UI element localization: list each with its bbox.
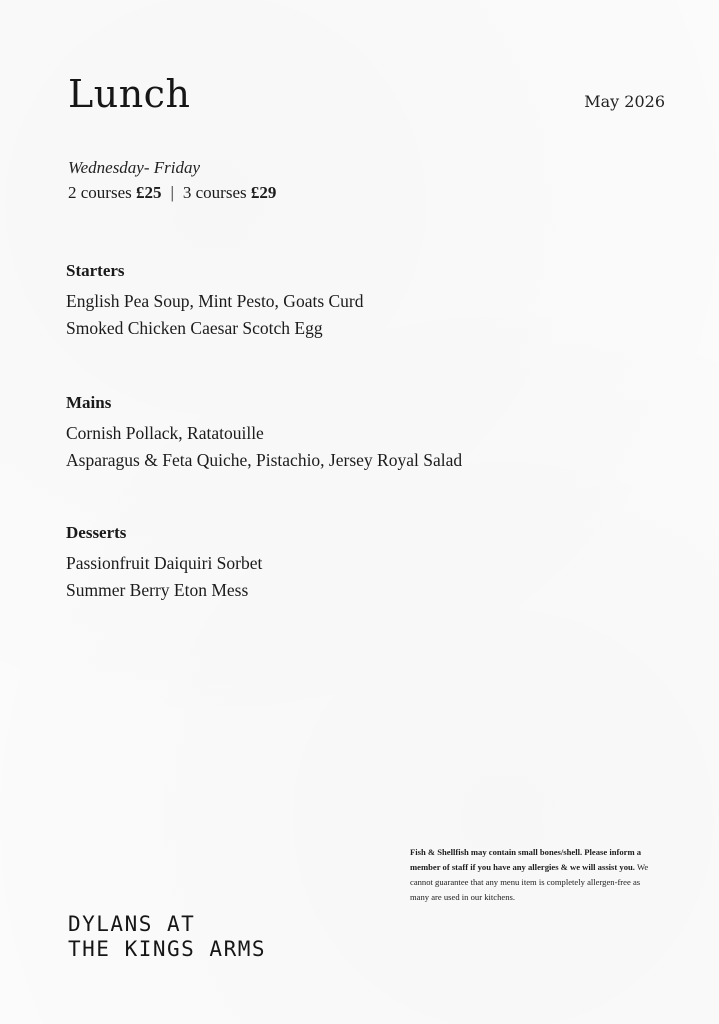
section-starters [66, 260, 364, 342]
restaurant-name-line2: THE KINGS ARMS [68, 937, 267, 961]
pricing-line [68, 183, 276, 203]
section-heading: Starters [66, 261, 125, 280]
section-heading: Desserts [66, 523, 127, 542]
dish-item: Passionfruit Daiquiri Sorbet [66, 553, 263, 573]
restaurant-name-line1: DYLANS AT [68, 912, 196, 936]
section-mains [66, 392, 462, 474]
dish-item: Summer Berry Eton Mess [66, 580, 249, 600]
section-heading: Mains [66, 393, 112, 412]
allergy-notice-regular: We cannot guarantee that any menu item is completely allergen-free as many are used in our kitchens. [410, 862, 649, 902]
section-desserts [66, 522, 262, 604]
two-courses-label: 2 courses [68, 183, 132, 202]
allergy-notice-bold: Fish & Shellfish may contain small bones/shell. Please inform a member of staff if you have any allergies & we will assist you. [410, 847, 642, 872]
service-days: Wednesday- Friday [68, 158, 201, 177]
restaurant-logo [68, 912, 266, 962]
three-courses-label: 3 courses [182, 183, 247, 202]
dish-item: English Pea Soup, Mint Pesto, Goats Curd [66, 291, 364, 311]
pricing-separator: | [170, 183, 174, 202]
menu-title: Lunch [68, 72, 191, 116]
menu-date: May 2026 [584, 92, 665, 111]
allergy-notice [410, 845, 660, 905]
dish-item: Smoked Chicken Caesar Scotch Egg [66, 318, 323, 338]
dish-item: Cornish Pollack, Ratatouille [66, 423, 264, 443]
three-courses-price: £29 [250, 183, 277, 202]
dish-item: Asparagus & Feta Quiche, Pistachio, Jersey Royal Salad [66, 450, 463, 470]
two-courses-price: £25 [135, 183, 162, 202]
